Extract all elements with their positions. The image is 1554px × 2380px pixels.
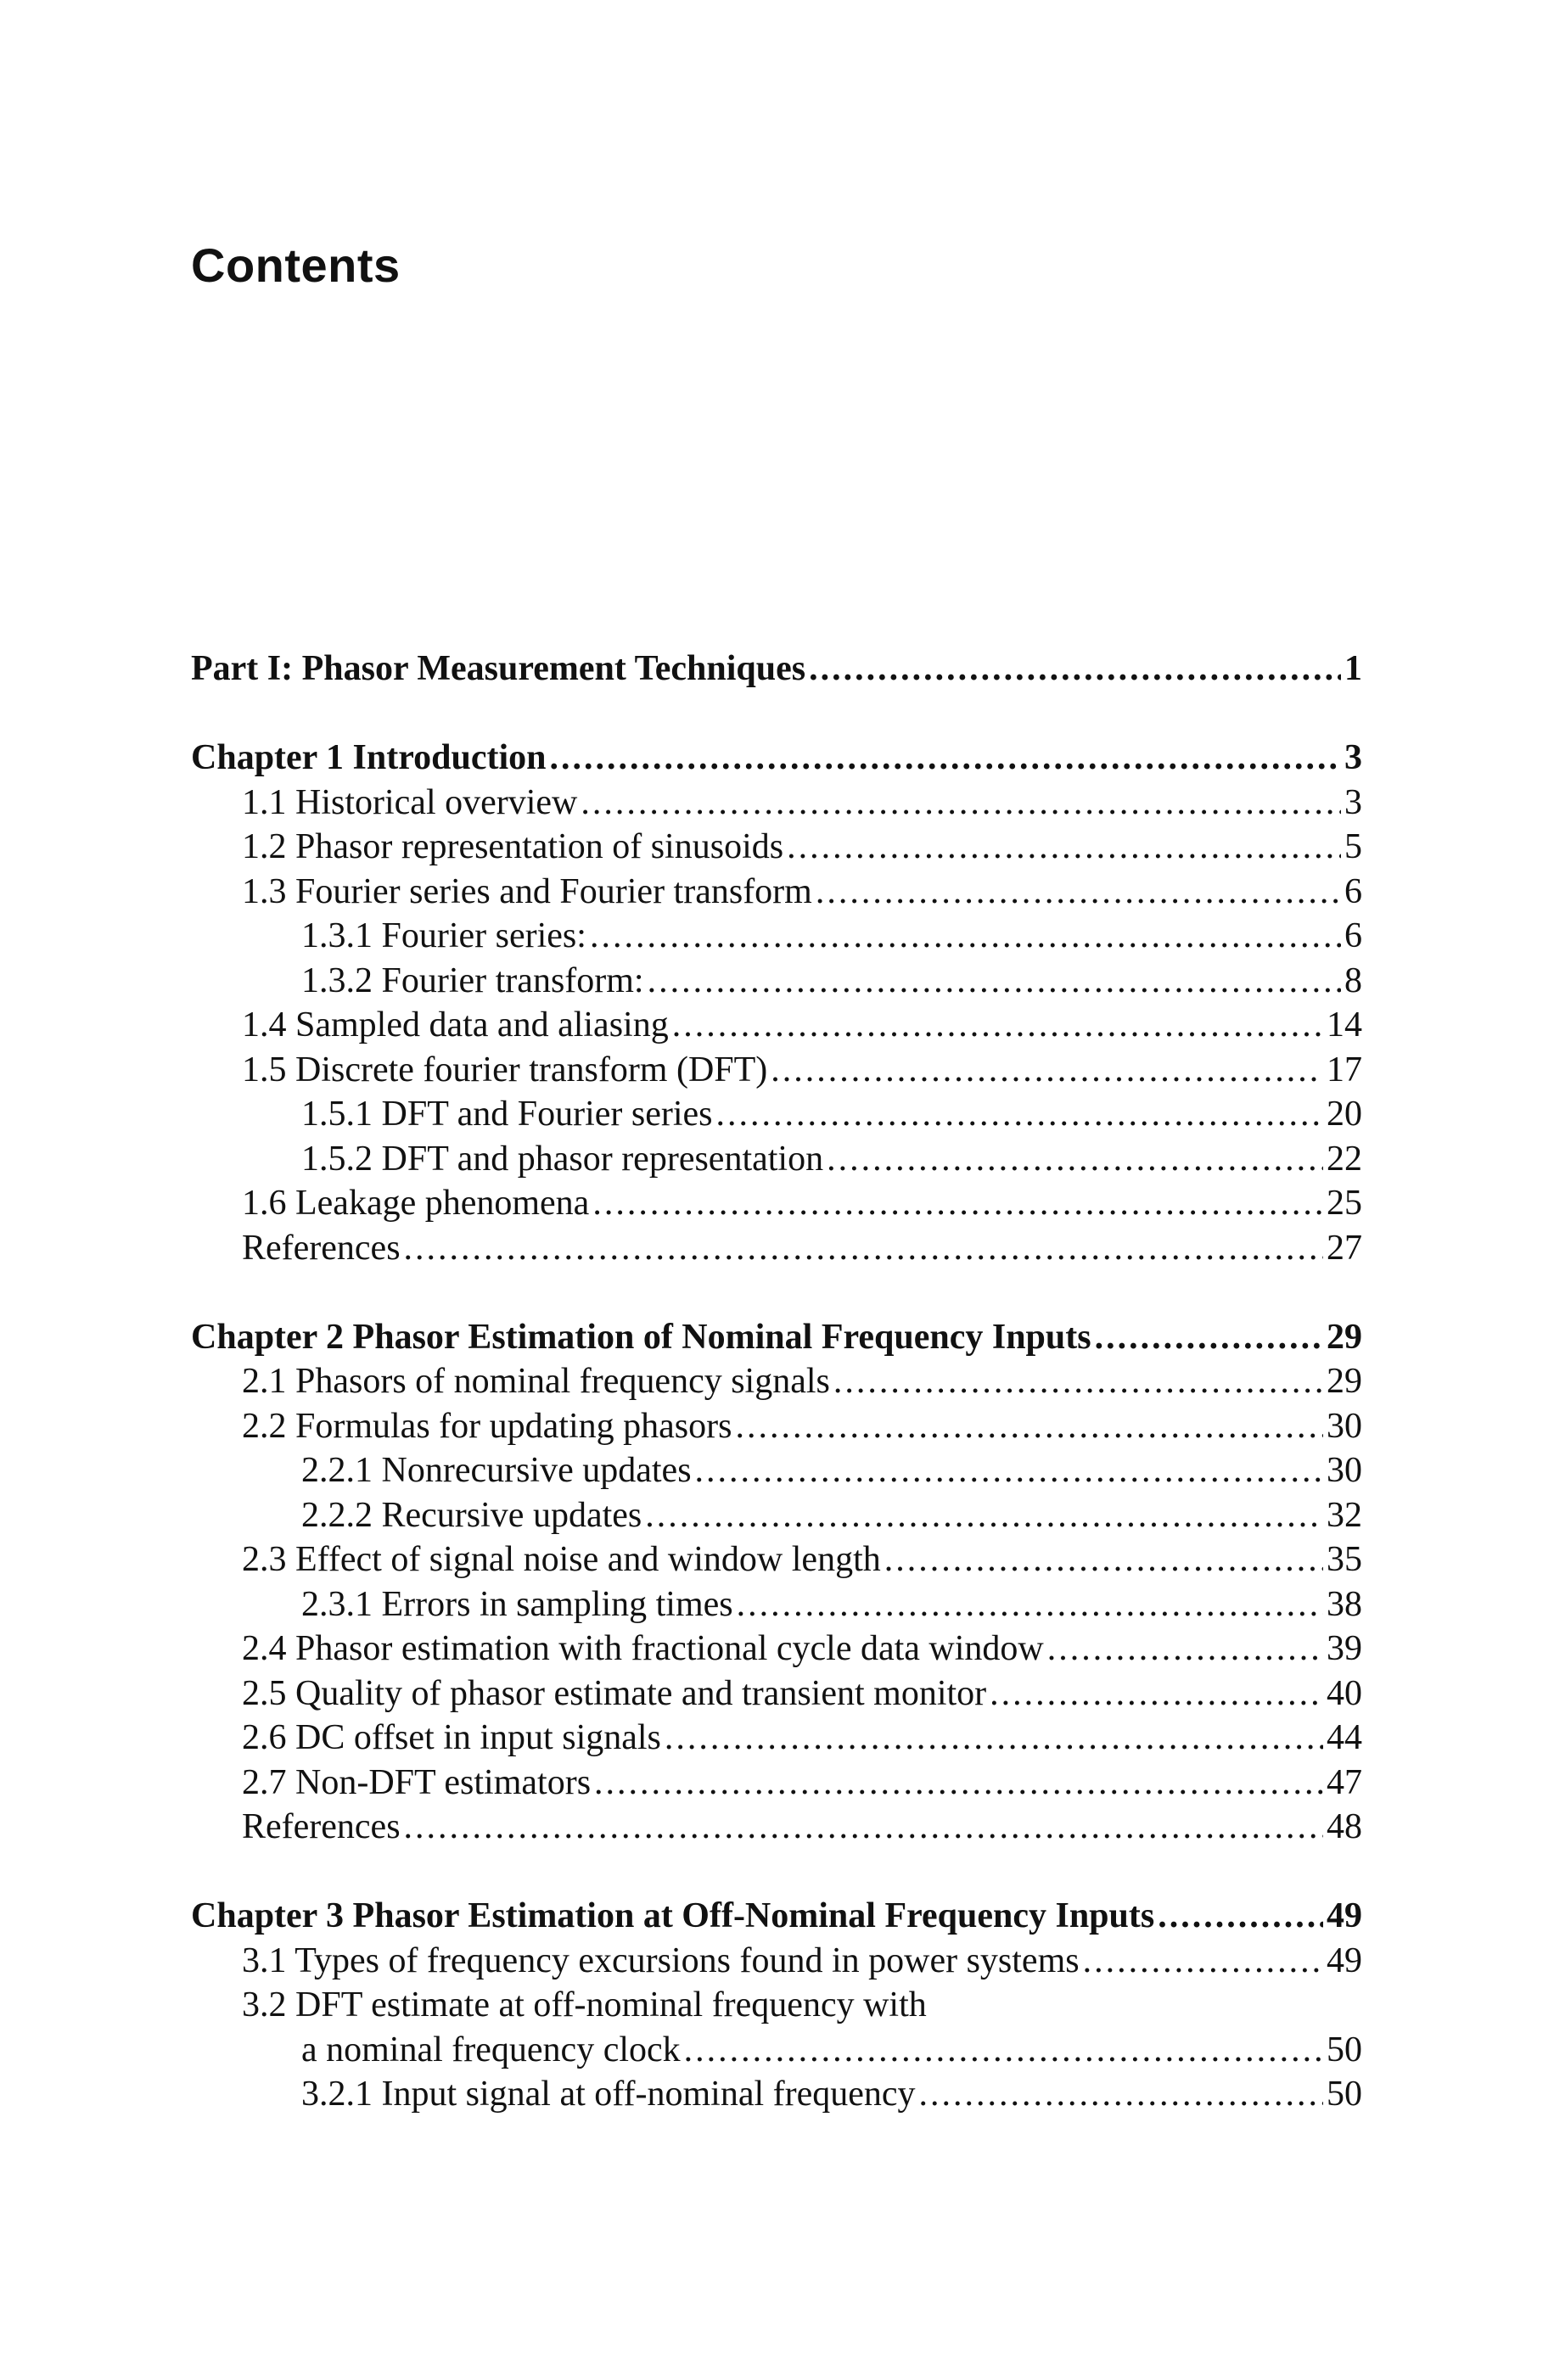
toc-page-number: 22 xyxy=(1327,1139,1362,1179)
dot-leader xyxy=(816,870,1341,915)
dot-leader xyxy=(919,2072,1323,2117)
toc-entry-title: References xyxy=(242,1807,401,1846)
toc-section-entry[interactable] xyxy=(191,1939,1362,1984)
dot-leader xyxy=(884,1537,1323,1582)
toc-subsection-entry[interactable] xyxy=(191,1493,1362,1538)
dot-leader xyxy=(550,736,1341,781)
toc-page-number: 27 xyxy=(1327,1228,1362,1268)
dot-leader xyxy=(990,1672,1323,1716)
toc-page-number: 32 xyxy=(1327,1495,1362,1535)
dot-leader xyxy=(404,1226,1323,1271)
toc-entry-title: 1.6 Leakage phenomena xyxy=(242,1184,590,1223)
dot-leader xyxy=(590,914,1341,959)
toc-chapter-entry[interactable] xyxy=(191,1894,1362,1939)
toc-entry-title: 2.5 Quality of phasor estimate and transient monitor xyxy=(242,1673,987,1713)
toc-entry-title: 2.4 Phasor estimation with fractional cycle data window xyxy=(242,1629,1044,1668)
toc-page-number: 5 xyxy=(1344,827,1362,866)
toc-entry-title: 2.6 DC offset in input signals xyxy=(242,1718,661,1757)
toc-section-entry[interactable] xyxy=(191,870,1362,915)
toc-entry-title: 3.2 DFT estimate at off-nominal frequency with xyxy=(242,1985,927,2024)
toc-section-entry[interactable] xyxy=(191,1359,1362,1404)
toc-subsection-entry[interactable] xyxy=(191,914,1362,959)
dot-leader xyxy=(833,1359,1323,1404)
toc-page-number: 3 xyxy=(1344,782,1362,822)
toc-subsection-entry[interactable] xyxy=(191,1137,1362,1182)
toc-section-entry[interactable] xyxy=(191,1805,1362,1850)
dot-leader xyxy=(695,1448,1323,1493)
table-of-contents xyxy=(191,647,1362,2117)
toc-page-number: 14 xyxy=(1327,1005,1362,1044)
toc-page-number: 50 xyxy=(1327,2030,1362,2069)
toc-chapter-entry[interactable] xyxy=(191,736,1362,781)
dot-leader xyxy=(771,1048,1323,1093)
toc-entry-title: 1.1 Historical overview xyxy=(242,782,578,822)
toc-section-entry[interactable] xyxy=(191,1226,1362,1271)
toc-part-entry[interactable] xyxy=(191,647,1362,692)
dot-leader xyxy=(1047,1627,1323,1672)
dot-leader xyxy=(737,1582,1323,1627)
dot-leader xyxy=(1095,1315,1323,1360)
toc-page-number: 29 xyxy=(1327,1362,1362,1401)
toc-section-entry[interactable] xyxy=(191,1537,1362,1582)
toc-section-entry[interactable] xyxy=(191,1181,1362,1226)
toc-subsection-entry[interactable] xyxy=(191,1092,1362,1137)
toc-section-entry[interactable] xyxy=(191,1672,1362,1716)
toc-page-number: 47 xyxy=(1327,1762,1362,1802)
toc-page-number: 25 xyxy=(1327,1184,1362,1223)
toc-page-number: 1 xyxy=(1344,649,1362,688)
dot-leader xyxy=(648,959,1341,1004)
dot-leader xyxy=(787,825,1341,870)
toc-section-entry[interactable] xyxy=(191,1627,1362,1672)
dot-leader xyxy=(809,647,1341,692)
toc-entry-title: 2.7 Non-DFT estimators xyxy=(242,1762,592,1802)
toc-page-number: 49 xyxy=(1327,1896,1362,1935)
dot-leader xyxy=(404,1805,1323,1850)
dot-leader xyxy=(592,1181,1323,1226)
dot-leader xyxy=(827,1137,1323,1182)
toc-section-entry[interactable] xyxy=(191,1003,1362,1048)
dot-leader xyxy=(1158,1894,1323,1939)
toc-page-number: 30 xyxy=(1327,1406,1362,1446)
dot-leader xyxy=(594,1761,1323,1806)
toc-page-number: 48 xyxy=(1327,1807,1362,1846)
toc-entry-title: 1.5.2 DFT and phasor representation xyxy=(301,1139,824,1179)
toc-entry-title: 1.5 Discrete fourier transform (DFT) xyxy=(242,1050,768,1089)
toc-section-entry[interactable] xyxy=(191,1716,1362,1761)
toc-entry-title: 2.3 Effect of signal noise and window length xyxy=(242,1540,881,1579)
toc-entry-title: 1.3.2 Fourier transform: xyxy=(301,960,644,1000)
dot-leader xyxy=(672,1003,1323,1048)
toc-entry-title: 3.1 Types of frequency excursions found in power systems xyxy=(242,1940,1080,1980)
toc-page-number: 6 xyxy=(1344,916,1362,955)
toc-chapter-entry[interactable] xyxy=(191,1315,1362,1360)
toc-page-number: 40 xyxy=(1327,1673,1362,1713)
page-title: Contents xyxy=(191,238,401,292)
toc-page-number: 44 xyxy=(1327,1718,1362,1757)
dot-leader xyxy=(645,1493,1323,1538)
toc-subsection-entry[interactable] xyxy=(191,1582,1362,1627)
toc-page-number: 8 xyxy=(1344,960,1362,1000)
toc-entry-title: 1.3 Fourier series and Fourier transform xyxy=(242,871,812,911)
toc-subsection-entry[interactable] xyxy=(191,959,1362,1004)
toc-entry-title: 1.2 Phasor representation of sinusoids xyxy=(242,827,784,866)
toc-subsection-entry[interactable] xyxy=(191,2072,1362,2117)
toc-entry-title: 3.2.1 Input signal at off-nominal frequency xyxy=(301,2075,916,2114)
toc-entry-title: 1.3.1 Fourier series: xyxy=(301,916,586,955)
toc-entry-title: 2.2.1 Nonrecursive updates xyxy=(301,1451,692,1490)
toc-entry-title: 2.2.2 Recursive updates xyxy=(301,1495,642,1535)
toc-entry-title: 1.4 Sampled data and aliasing xyxy=(242,1005,669,1044)
toc-page-number: 29 xyxy=(1327,1317,1362,1357)
dot-leader xyxy=(684,2028,1323,2073)
toc-entry-title: Chapter 1 Introduction xyxy=(191,738,547,777)
toc-page-number: 49 xyxy=(1327,1940,1362,1980)
toc-entry-title: Part I: Phasor Measurement Techniques xyxy=(191,649,806,688)
dot-leader xyxy=(1083,1939,1323,1984)
toc-section-entry[interactable] xyxy=(191,781,1362,826)
toc-section-entry[interactable] xyxy=(191,1983,1362,2028)
toc-entry-title: 1.5.1 DFT and Fourier series xyxy=(301,1095,713,1134)
toc-page-number: 3 xyxy=(1344,738,1362,777)
toc-entry-title: Chapter 2 Phasor Estimation of Nominal Frequency Inputs xyxy=(191,1317,1091,1357)
dot-leader xyxy=(735,1404,1323,1449)
toc-entry-title: References xyxy=(242,1228,401,1268)
toc-page-number: 39 xyxy=(1327,1629,1362,1668)
toc-subsection-entry[interactable] xyxy=(191,1448,1362,1493)
toc-page-number: 20 xyxy=(1327,1095,1362,1134)
toc-entry-title: Chapter 3 Phasor Estimation at Off-Nominal Frequency Inputs xyxy=(191,1896,1155,1935)
toc-page-number: 35 xyxy=(1327,1540,1362,1579)
dot-leader xyxy=(665,1716,1323,1761)
toc-page-number: 6 xyxy=(1344,871,1362,911)
toc-section-entry[interactable] xyxy=(191,825,1362,870)
toc-entry-title: 2.2 Formulas for updating phasors xyxy=(242,1406,732,1446)
toc-section-entry[interactable] xyxy=(191,1404,1362,1449)
toc-section-entry[interactable] xyxy=(191,1048,1362,1093)
toc-entry-title: a nominal frequency clock xyxy=(301,2030,681,2069)
toc-section-entry[interactable] xyxy=(191,1761,1362,1806)
toc-entry-title: 2.3.1 Errors in sampling times xyxy=(301,1584,733,1624)
dot-leader xyxy=(581,781,1341,826)
toc-section-entry-continuation[interactable] xyxy=(191,2028,1362,2073)
toc-page-number: 30 xyxy=(1327,1451,1362,1490)
toc-page-number: 50 xyxy=(1327,2075,1362,2114)
toc-entry-title: 2.1 Phasors of nominal frequency signals xyxy=(242,1362,830,1401)
dot-leader xyxy=(716,1092,1324,1137)
toc-page-number: 17 xyxy=(1327,1050,1362,1089)
toc-page-number: 38 xyxy=(1327,1584,1362,1624)
